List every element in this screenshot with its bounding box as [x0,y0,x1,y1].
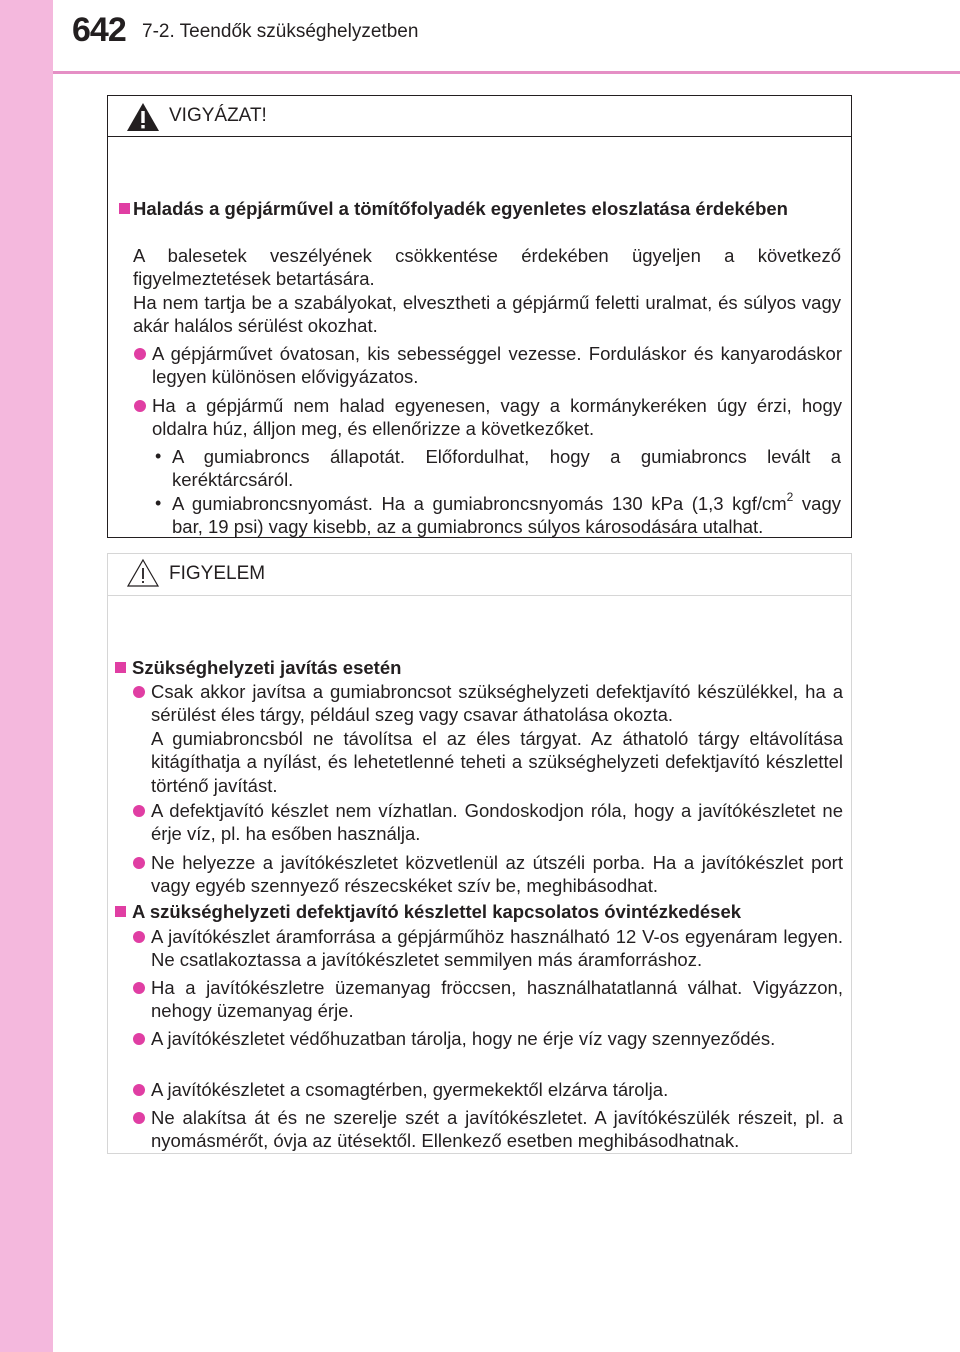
section-title: 7-2. Teendők szükséghelyzetben [142,21,419,42]
notice-s2-bullet-2: Ha a javítókészletre üzemanyag fröccsen, használhatatlanná válhat. Vigyázzon, nehogy üzemanyag érje. [151,977,843,1022]
bullet-dot [133,982,145,994]
section-square-marker [119,203,130,214]
warning-triangle-outline-icon [126,558,160,588]
notice-s2-bullet-3: A javítókészletet védőhuzatban tárolja, hogy ne érje víz vagy szennyeződés. [151,1028,776,1049]
warning-box [107,95,852,538]
header-rule [53,71,960,74]
bullet-dot [133,857,145,869]
section-square-marker [115,662,126,673]
sub-bullet-marker: • [155,446,162,466]
notice-s1-bullet-1a: Csak akkor javítsa a gumiabroncsot szükséghelyzeti defektjavító készülékkel, ha a sérülést éles tárgy, például szeg vagy csavar áthatolása okozta. [151,681,843,726]
warning-box-title: VIGYÁZAT! [169,105,267,126]
section-square-marker [115,906,126,917]
notice-box-header [108,554,851,596]
warning-triangle-filled-icon [126,102,160,132]
bullet-dot [133,1084,145,1096]
warning-intro-1: A balesetek veszélyének csökkentése érdekében ügyeljen a következő figyelmeztetések betartására. [133,245,841,290]
bullet-dot [134,348,146,360]
superscript-2: 2 [786,490,794,504]
bullet-dot [133,1033,145,1045]
bullet-dot [133,686,145,698]
bullet-dot [133,1112,145,1124]
side-color-bar [0,0,53,1352]
warning-bullet-1: A gépjárművet óvatosan, kis sebességgel vezesse. Forduláskor és kanyarodáskor legyen különösen elővigyázatos. [152,343,842,388]
notice-s1-bullet-1b: A gumiabroncsból ne távolítsa el az éles tárgyat. Az áthatoló tárgy eltávolítása kitágíthatja a nyílást, és lehetetlenné teheti a szükséghelyzeti defektjavító készlettel történő javítást. [151,728,843,796]
bullet-dot [133,805,145,817]
warning-section-heading: Haladás a gépjárművel a tömítőfolyadék egyenletes eloszlatása érdekében [133,198,788,219]
notice-section-2-heading: A szükséghelyzeti defektjavító készlettel kapcsolatos óvintézkedések [132,901,742,922]
notice-section-1-heading: Szükséghelyzeti javítás esetén [132,657,402,678]
notice-s1-bullet-3: Ne helyezze a javítókészletet közvetlenül az útszéli porba. Ha a javítókészlet port vagy egyéb szennyező részecskéket szív be, meghibásodhat. [151,852,843,897]
sub-bullet-2-text-a: A gumiabroncsnyomást. Ha a gumiabroncsnyomás 130 kPa (1,3 kgf/cm [172,493,787,514]
notice-box [107,553,852,1154]
warning-sub-bullet-2 [172,492,841,539]
sub-bullet-marker: • [155,493,162,513]
warning-box-header [108,96,851,137]
notice-s2-bullet-5: Ne alakítsa át és ne szerelje szét a javítókészletet. A javítókészülék részeit, pl. a nyomásmérőt, óvja az ütésektől. Ellenkező esetben meghibásodhatnak. [151,1107,843,1152]
bullet-dot [134,400,146,412]
bullet-dot [133,931,145,943]
page-number: 642 [72,11,126,49]
notice-s2-bullet-1: A javítókészlet áramforrása a gépjárműhöz használható 12 V-os egyenáram legyen. Ne csatlakoztassa a javítókészletet semmilyen más áramforráshoz. [151,926,843,971]
warning-sub-bullet-1: A gumiabroncs állapotát. Előfordulhat, hogy a gumiabroncs levált a keréktárcsáról. [172,446,841,491]
notice-box-title: FIGYELEM [169,563,266,584]
sub-bullet-2-text-b: vagy bar, 19 psi) vagy kisebb, az a gumiabroncs súlyos károsodására utalhat. [172,493,842,538]
warning-bullet-2: Ha a gépjármű nem halad egyenesen, vagy a kormánykeréken úgy érzi, hogy oldalra húz, álljon meg, és ellenőrizze a következőket. [152,395,842,440]
warning-intro-2: Ha nem tartja be a szabályokat, elvesztheti a gépjármű feletti uralmat, és súlyos vagy akár halálos sérülést okozhat. [133,292,841,337]
notice-s2-bullet-4: A javítókészletet a csomagtérben, gyermekektől elzárva tárolja. [151,1079,669,1100]
notice-s1-bullet-2: A defektjavító készlet nem vízhatlan. Gondoskodjon róla, hogy a javítókészletet ne érje víz, pl. ha esőben használja. [151,800,843,845]
